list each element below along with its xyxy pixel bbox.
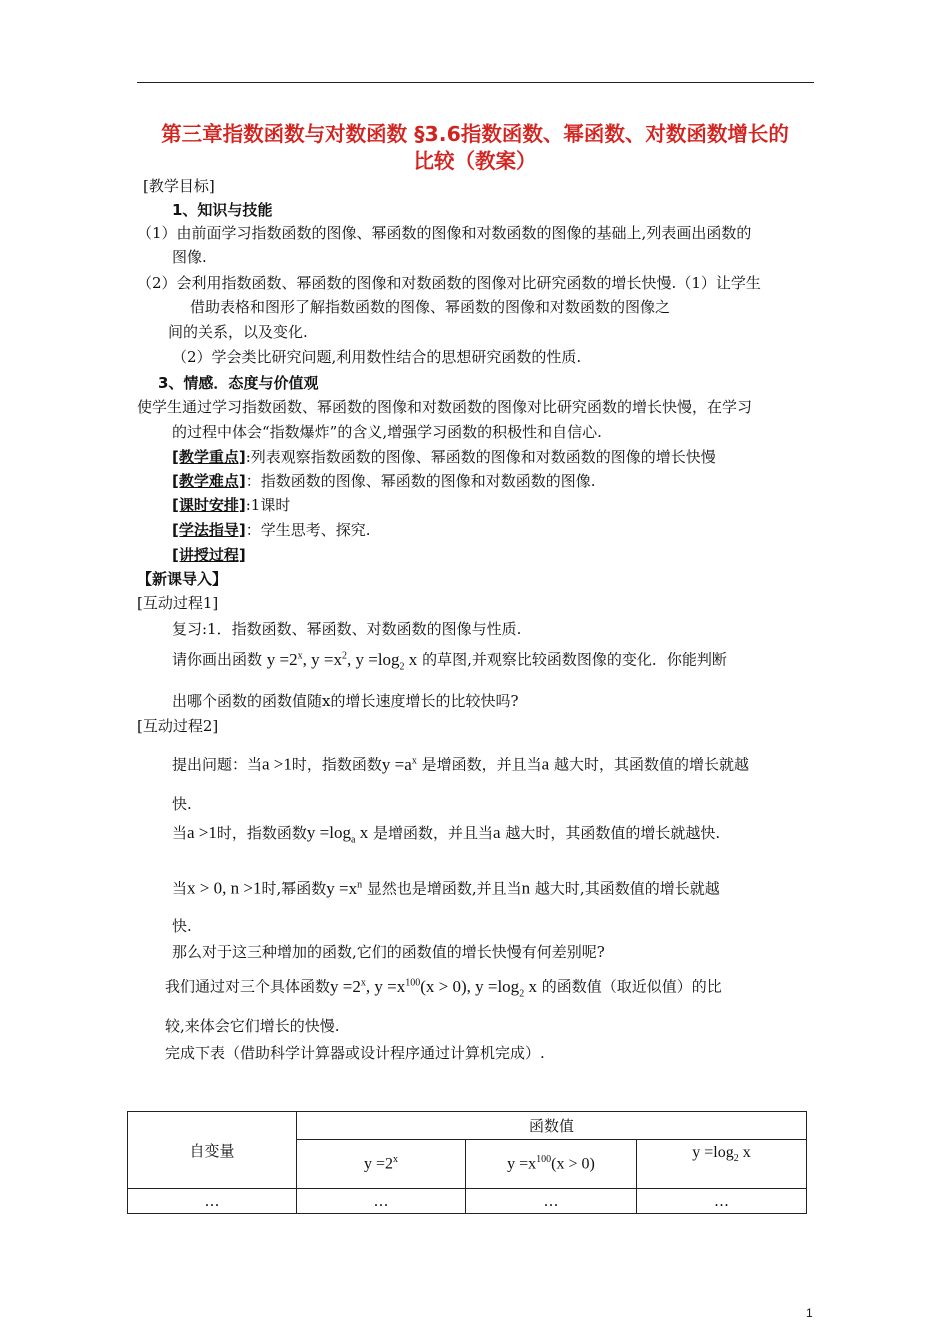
key-text: :列表观察指数函数的图像、幂函数的图像和对数函数的图像的增长快慢 (245, 448, 716, 466)
key-points (172, 446, 716, 468)
para-k2b: 借助表格和图形了解指数函数的图像、幂函数的图像和对数函数的图像之 (190, 298, 671, 316)
cell-ellipsis: … (128, 1189, 297, 1214)
step1-label: [互动过程1] (137, 594, 219, 612)
cell-ellipsis: … (466, 1189, 637, 1214)
para-k3: （2）学会类比研究问题,利用数性结合的思想研究函数的性质. (172, 348, 582, 366)
method-label: [学法指导] (172, 521, 246, 539)
power-line: 当x > 0, n >1时,幂函数$y =x^n$ 显然也是增函数,并且当n 越大时,其函数值的增长就越 (172, 878, 720, 898)
section-intro: 【新课导入】 (137, 570, 228, 588)
doc-title-line1: 第三章指数函数与对数函数 §3.6指数函数、幂函数、对数函数增长的 (161, 122, 789, 146)
para-e1a: 使学生通过学习指数函数、幂函数的图像和对数函数的图像对比研究函数的增长快慢，在学习 (137, 398, 753, 416)
review-line: 复习:1．指数函数、幂函数、对数函数的图像与性质. (172, 620, 522, 638)
draw-line: 请你画出函数 $y =2^x$, $y =x^2$, $y =\log_2$ x 的草图,并观察比较函数图像的变化．你能判断 (172, 649, 727, 673)
page-number: 1 (806, 1306, 813, 1320)
para-k2a: （2）会利用指数函数、幂函数的图像和对数函数的图像对比研究函数的增长快慢.（1）让学生 (137, 274, 761, 292)
study-method (172, 519, 371, 541)
para-k2c: 间的关系，以及变化. (168, 323, 308, 341)
header-rule (137, 82, 814, 83)
header-exp: $y =2^x$ (297, 1140, 466, 1189)
header-power: $y =x^{100}(x > 0)$ (466, 1140, 637, 1189)
doc-title-line2: 比较（教案） (413, 149, 537, 173)
time-label: [课时安排] (172, 496, 246, 514)
difficulties (172, 470, 596, 492)
header-variable: 自变量 (128, 1112, 297, 1189)
diff-text: ：指数函数的图像、幂函数的图像和对数函数的图像. (245, 472, 596, 490)
key-label: [教学重点] (172, 448, 246, 466)
time-text: :1课时 (245, 496, 291, 514)
cell-ellipsis: … (297, 1189, 466, 1214)
class-hours (172, 494, 290, 516)
para-k1b: 图像. (172, 248, 207, 266)
log-line: 当a >1时，指数函数$y =\log_a$ x 是增函数，并且当a 越大时，其函数值的增长就越快. (172, 823, 721, 846)
complete-line: 完成下表（借助科学计算器或设计程序通过计算机完成）. (165, 1044, 545, 1062)
heading-knowledge: 1、知识与技能 (172, 201, 273, 219)
method-text: ：学生思考、探究. (245, 521, 371, 539)
formula-three-functions: $y =2^x$, $y =x^2$, $y =\log_2$ x (266, 649, 418, 673)
header-log: $y =\log_2$ x (637, 1140, 807, 1189)
para-e1b: 的过程中体会“指数爆炸”的含义,增强学习函数的积极性和自信心. (172, 423, 602, 441)
section-process: [讲授过程] (172, 546, 246, 564)
compare-line: 我们通过对三个具体函数$y =2^x$, $y =x^{100}(x > 0)$, $y =\log_2$ x 的函数值（取近似值）的比 (165, 976, 722, 1000)
header-function-values: 函数值 (297, 1112, 807, 1140)
section-goals: [教学目标] (143, 177, 215, 195)
para-k1a: （1）由前面学习指数函数的图像、幂函数的图像和对数函数的图像的基础上,列表画出函数的 (137, 224, 752, 242)
question-exp: 提出问题：当a >1时，指数函数$y =a^x$ 是增函数，并且当a 越大时，其函数值的增长就越 (172, 754, 749, 774)
value-table (127, 1111, 807, 1214)
question-exp-line2: 快. (172, 795, 192, 813)
power-line2: 快. (172, 917, 192, 935)
draw-line2: 出哪个函数的函数值随x的增长速度增长的比较快吗? (172, 692, 519, 710)
diff-label: [教学难点] (172, 472, 246, 490)
step2-label: [互动过程2] (137, 717, 219, 735)
compare-line2: 较,来体会它们增长的快慢. (165, 1017, 340, 1035)
heading-emotion: 3、情感．态度与价值观 (158, 374, 319, 392)
question-line: 那么对于这三种增加的函数,它们的函数值的增长快慢有何差别呢? (172, 943, 605, 961)
cell-ellipsis: … (637, 1189, 807, 1214)
